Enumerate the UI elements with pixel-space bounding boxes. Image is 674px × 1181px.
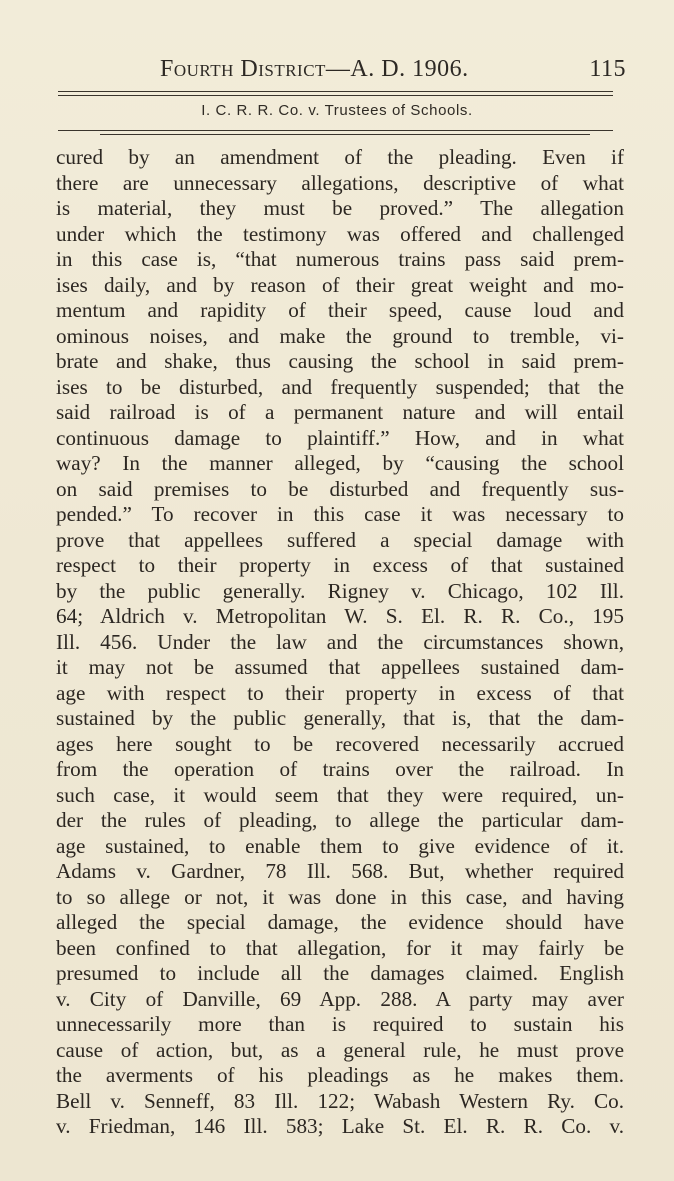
body-text (56, 145, 624, 1140)
page-number: 115 (589, 56, 626, 82)
text-line: age with respect to their property in excess of that (56, 680, 624, 705)
text-line: mentum and rapidity of their speed, cause loud and (56, 298, 624, 322)
text-line: cause of action, but, as a general rule, he must prove (56, 1037, 624, 1062)
header-rule-top (58, 91, 613, 92)
text-line: ises daily, and by reason of their great weight and mo- (56, 272, 624, 297)
text-line: Bell v. Senneff, 83 Ill. 122; Wabash Western Ry. Co. (56, 1088, 624, 1113)
text-line: such case, it would seem that they were required, un- (56, 782, 624, 807)
text-line: on said premises to be disturbed and frequently sus- (56, 476, 624, 501)
running-head (160, 56, 630, 86)
text-line: unnecessarily more than is required to sustain his (56, 1012, 624, 1036)
header-rule-top-thin (58, 95, 613, 96)
text-line: is material, they must be proved.” The allegation (56, 196, 624, 220)
text-line: ominous noises, and make the ground to tremble, vi- (56, 323, 624, 348)
text-line: v. City of Danville, 69 App. 288. A party may aver (56, 986, 624, 1011)
text-line: 64; Aldrich v. Metropolitan W. S. El. R. R. Co., 195 (56, 604, 624, 628)
text-line: ages here sought to be recovered necessarily accrued (56, 731, 624, 756)
text-line: way? In the manner alleged, by “causing the school (56, 451, 624, 475)
case-caption: I. C. R. R. Co. v. Trustees of Schools. (201, 102, 473, 119)
text-line: sustained by the public generally, that is, that the dam- (56, 706, 624, 730)
text-line: been confined to that allegation, for it may fairly be (56, 935, 624, 960)
text-line: respect to their property in excess of that sustained (56, 553, 624, 577)
caption-rule-bottom (100, 134, 590, 135)
text-line: from the operation of trains over the railroad. In (56, 757, 624, 781)
text-line: prove that appellees suffered a special damage with (56, 527, 624, 552)
text-line: the averments of his pleadings as he makes them. (56, 1063, 624, 1087)
text-line: ises to be disturbed, and frequently suspended; that the (56, 374, 624, 399)
text-line: age sustained, to enable them to give evidence of it. (56, 833, 624, 858)
text-line: continuous damage to plaintiff.” How, and in what (56, 425, 624, 450)
text-line: to so allege or not, it was done in this case, and having (56, 884, 624, 909)
text-line: by the public generally. Rigney v. Chicago, 102 Ill. (56, 578, 624, 603)
text-line: v. Friedman, 146 Ill. 583; Lake St. El. R. R. Co. v. (56, 1114, 624, 1138)
text-line: there are unnecessary allegations, descriptive of what (56, 170, 624, 195)
text-line: alleged the special damage, the evidence should have (56, 910, 624, 934)
text-line: Adams v. Gardner, 78 Ill. 568. But, whether required (56, 859, 624, 883)
text-line: Ill. 456. Under the law and the circumstances shown, (56, 629, 624, 654)
caption-rule-bottom-thin (58, 130, 613, 131)
running-head-title: Fourth District—A. D. 1906. (160, 56, 469, 82)
text-line: brate and shake, thus causing the school in said prem- (56, 349, 624, 373)
text-line: said railroad is of a permanent nature and will entail (56, 400, 624, 424)
text-line: in this case is, “that numerous trains pass said prem- (56, 247, 624, 271)
text-line: pended.” To recover in this case it was necessary to (56, 502, 624, 526)
text-line: under which the testimony was offered and challenged (56, 221, 624, 246)
text-line: der the rules of pleading, to allege the particular dam- (56, 808, 624, 832)
text-line: cured by an amendment of the pleading. Even if (56, 145, 624, 169)
text-line: it may not be assumed that appellees sustained dam- (56, 655, 624, 679)
text-line: presumed to include all the damages claimed. English (56, 961, 624, 985)
